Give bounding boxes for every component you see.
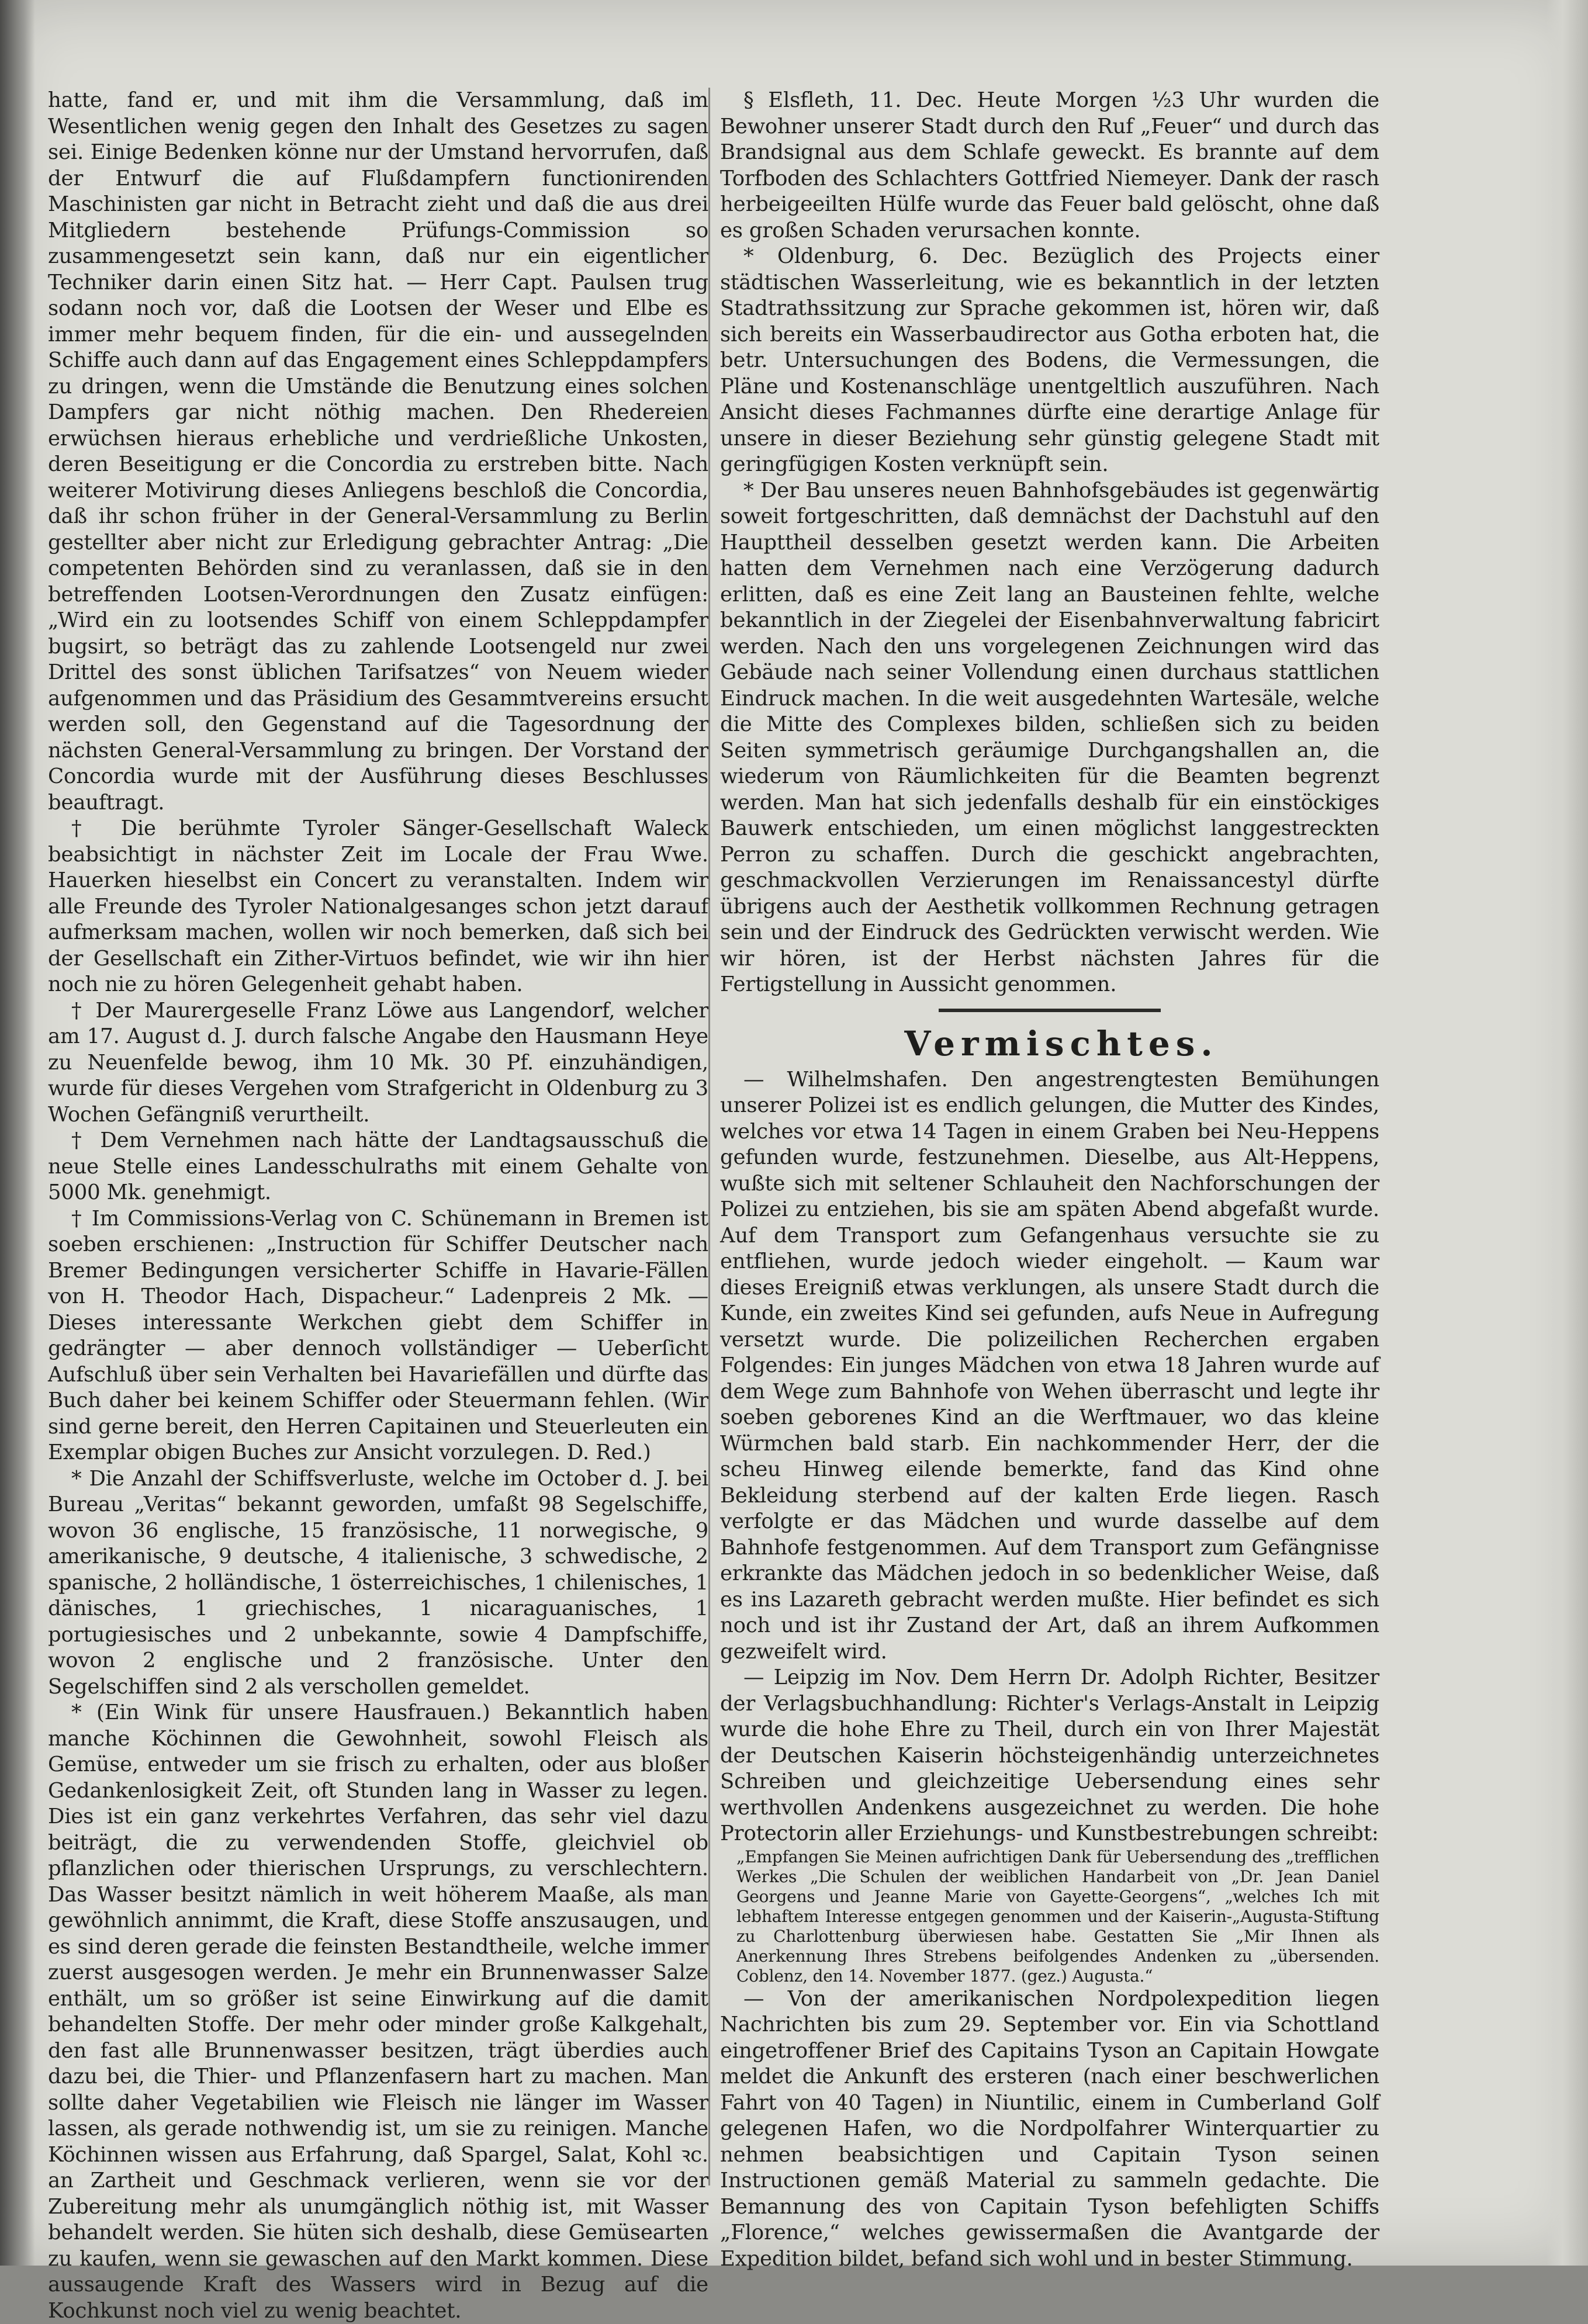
article-paragraph: * Die Anzahl der Schiffsverluste, welche im October d. J. bei Bureau „Veritas“ bekannt geworden, umfaßt 98 Segelschiffe, wovon 36 englische, 15 französische, 11 norwegische, 9 amerikanische, 9 deutsche, 4 italienische, 3 schwedische, 2 spanische, 2 holländische, 1 österreichisches, 1 chilenisches, 1 dänisches, 1 griechisches, 1 nicaraguanisches, 1 portugiesisches und 2 unbekannte, sowie 4 Dampfschiffe, wovon 2 englische und 2 französische. Unter den Segelschiffen sind 2 als verschollen gemeldet.	[48, 1466, 708, 1699]
right-column	[720, 88, 1379, 2272]
article-paragraph: — Wilhelmshafen. Den angestrengtesten Bemühungen unserer Polizei ist es endlich gelungen, die Mutter des Kindes, welches vor etwa 14 Tagen in einem Graben bei Neu-Heppens gefunden wurde, festzunehmen. Dieselbe, aus Alt-Heppens, wußte sich mit seltener Schlauheit den Nachforschungen der Polizei zu entziehen, bis sie am späten Abend abgefaßt wurde. Auf dem Transport zum Gefangenhaus versuchte sie zu entfliehen, wurde jedoch wieder eingeholt. — Kaum war dieses Ereigniß etwas verklungen, als unsere Stadt durch die Kunde, ein zweites Kind sei gefunden, aufs Neue in Aufregung versetzt wurde. Die polizeilichen Recherchen ergaben Folgendes: Ein junges Mädchen von etwa 18 Jahren wurde auf dem Wege zum Bahnhofe von Wehen überrascht und legte ihr soeben geborenes Kind an die Werftmauer, wo das kleine Würmchen bald starb. Ein nachkommender Herr, der die scheu Hinweg eilende bemerkte, fand das Kind ohne Bekleidung sterbend auf der kalten Erde liegen. Rasch verfolgte er das Mädchen und wurde dasselbe auf dem Bahnhofe festgenommen. Auf dem Transport zum Gefängnisse erkrankte das Mädchen jedoch in so bedenklicher Weise, daß es ins Lazareth gebracht werden mußte. Hier befindet es sich noch und ist ihr Zustand der Art, daß an ihrem Aufkommen gezweifelt wird.	[720, 1067, 1379, 1664]
article-paragraph: — Leipzig im Nov. Dem Herrn Dr. Adolph Richter, Besitzer der Verlagsbuchhandlung: Richter's Verlags-Anstalt in Leipzig wurde die hohe Ehre zu Theil, durch ein von Ihrer Majestät der Deutschen Kaiserin höchsteigenhändig unterzeichnetes Schreiben und gleichzeitige Uebersendung eines sehr werthvollen Andenkens ausgezeichnet zu werden. Die hohe Protectorin aller Erziehungs- und Kunstbestrebungen schreibt:	[720, 1665, 1379, 1845]
article-paragraph: * Oldenburg, 6. Dec. Bezüglich des Projects einer städtischen Wasserleitung, wie es bekanntlich in der letzten Stadtrathssitzung zur Sprache gekommen ist, hören wir, daß sich bereits ein Wasserbaudirector aus Gotha erboten hat, die betr. Untersuchungen des Bodens, die Vermessungen, die Pläne und Kostenanschläge unentgeltlich auszuführen. Nach Ansicht dieses Fachmannes dürfte eine derartige Anlage für unsere in dieser Beziehung sehr günstig gelegene Stadt mit geringfügigen Kosten verknüpft sein.	[720, 244, 1379, 476]
column-divider	[708, 88, 710, 2186]
article-paragraph: * Der Bau unseres neuen Bahnhofsgebäudes ist gegenwärtig soweit fortgeschritten, daß demnächst der Dachstuhl auf den Haupttheil desselben gesetzt werden kann. Die Arbeiten hatten dem Vernehmen nach eine Verzögerung dadurch erlitten, daß es eine Zeit lang an Bausteinen fehlte, welche bekanntlich in der Ziegelei der Eisenbahnverwaltung fabricirt werden. Nach den uns vorgelegenen Zeichnungen wird das Gebäude nach seiner Vollendung einen durchaus stattlichen Eindruck machen. In die weit ausgedehnten Wartesäle, welche die Mitte des Complexes bilden, schließen sich zu beiden Seiten symmetrisch geräumige Durchgangshallen an, die wiederum von Räumlichkeiten für die Beamten begrenzt werden. Man hat sich jedenfalls deshalb für ein einstöckiges Bauwerk entschieden, um einen möglichst langgestreckten Perron zu schaffen. Durch die geschickt angebrachten, geschmackvollen Verzierungen im Renaissancestyl dürfte übrigens auch der Aesthetik vollkommen Rechnung getragen sein und der Eindruck des Gedrückten verwischt werden. Wie wir hören, ist der Herbst nächsten Jahres für die Fertigstellung in Aussicht genommen.	[720, 478, 1379, 996]
article-paragraph: hatte, fand er, und mit ihm die Versammlung, daß im Wesentlichen wenig gegen den Inhalt des Gesetzes zu sagen sei. Einige Bedenken könne nur der Umstand hervorrufen, daß der Entwurf die auf Flußdampfern functionirenden Maschinisten gar nicht in Betracht zieht und daß die aus drei Mitgliedern bestehende Prüfungs-Commission so zusammengesetzt sein kann, daß nur ein eigentlicher Techniker darin einen Sitz hat. — Herr Capt. Paulsen trug sodann noch vor, daß die Lootsen der Weser und Elbe es immer mehr bequem finden, für die ein- und aussegelnden Schiffe auch dann auf das Engagement eines Schleppdampfers zu dringen, wenn die Umstände die Benutzung eines solchen Dampfers gar nicht nöthig machen. Den Rhedereien erwüchsen hieraus erhebliche und verdrießliche Unkosten, deren Beseitigung er die Concordia zu erstreben bitte. Nach weiterer Motivirung dieses Anliegens beschloß die Concordia, daß ihr schon früher in der General-Versammlung zu Berlin gestellter aber nicht zur Erledigung gebrachter Antrag: „Die competenten Behörden sind zu veranlassen, daß sie in den betreffenden Lootsen-Verordnungen den Zusatz einfügen: „Wird ein zu lootsendes Schiff von einem Schleppdampfer bugsirt, so beträgt das zu zahlende Lootsengeld nur zwei Drittel des sonst üblichen Tarifsatzes“ von Neuem wieder aufgenommen und das Präsidium des Gesammtvereins ersucht werden soll, den Gegenstand auf die Tagesordnung der nächsten General-Versammlung zu bringen. Der Vorstand der Concordia wurde mit der Ausführung dieses Beschlusses beauftragt.	[48, 88, 708, 815]
binding-shadow	[0, 0, 35, 2266]
article-paragraph: — Von der amerikanischen Nordpolexpedition liegen Nachrichten bis zum 29. September vor. Ein via Schottland eingetroffener Brief des Capitains Tyson an Capitain Howgate meldet die Ankunft des ersteren (nach einer beschwerlichen Fahrt von 40 Tagen) in Niuntilic, einem in Cumberland Golf gelegenen Hafen, wo die Nordpolfahrer Winterquartier zu nehmen beabsichtigen und Capitain Tyson seinen Instructionen gemäß Material zu sammeln gedachte. Die Bemannung des von Capitain Tyson befehligten Schiffs „Florence,“ welches gewissermaßen die Avantgarde der Expedition bildet, befand sich wohl und in bester Stimmung.	[720, 1986, 1379, 2271]
section-title: Vermischtes.	[904, 1023, 1219, 1064]
article-paragraph: † Dem Vernehmen nach hätte der Landtagsausschuß die neue Stelle eines Landesschulraths mit einem Gehalte von 5000 Mk. genehmigt.	[48, 1128, 708, 1204]
article-paragraph: § Elsfleth, 11. Dec. Heute Morgen ½3 Uhr wurden die Bewohner unserer Stadt durch den Ruf „Feuer“ und durch das Brandsignal aus dem Schlafe geweckt. Es brannte auf dem Torfboden des Schlachters Gottfried Niemeyer. Dank der rasch herbeigeeilten Hülfe wurde das Feuer bald gelöscht, ohne daß es großen Schaden verursachen konnte.	[720, 88, 1379, 243]
article-paragraph: * (Ein Wink für unsere Hausfrauen.) Bekanntlich haben manche Köchinnen die Gewohnheit, sowohl Fleisch als Gemüse, entweder um sie frisch zu erhalten, oder aus bloßer Gedankenlosigkeit Zeit, oft Stunden lang in Wasser zu legen. Dies ist ein ganz verkehrtes Verfahren, das sehr viel dazu beiträgt, die zu verwendenden Stoffe, gleichviel ob pflanzlichen oder thierischen Ursprungs, zu verschlechtern. Das Wasser besitzt nämlich in weit höherem Maaße, als man gewöhnlich annimmt, die Kraft, diese Stoffe anszusaugen, und es sind deren gerade die feinsten Bestandtheile, welche immer zuerst ausgesogen werden. Je mehr ein Brunnenwasser Salze enthält, um so größer ist seine Einwirkung auf die damit behandelten Stoffe. Der mehr oder minder große Kalkgehalt, den fast alle Brunnenwasser besitzen, trägt überdies auch dazu bei, die Thier- und Pflanzenfasern hart zu machen. Man sollte daher Vegetabilien wie Fleisch nie länger im Wasser lassen, als gerade nothwendig ist, um sie zu reinigen. Manche Köchinnen wissen aus Erfahrung, daß Spargel, Salat, Kohl ꝛc. an Zartheit und Geschmack verlieren, wenn sie vor der Zubereitung mehr als unumgänglich nöthig ist, mit Wasser behandelt werden. Sie hüten sich deshalb, diese Gemüsearten zu kaufen, wenn sie gewaschen auf den Markt kommen. Diese aussaugende Kraft des Wassers wird in Bezug auf die Kochkunst noch viel zu wenig beachtet.	[48, 1700, 708, 2323]
left-column	[48, 88, 708, 2324]
section-rule	[939, 1009, 1161, 1012]
article-paragraph: † Der Maurergeselle Franz Löwe aus Langendorf, welcher am 17. August d. J. durch falsche Angabe den Hausmann Heye zu Neuenfelde bewog, ihm 10 Mk. 30 Pf. einzuhändigen, wurde für dieses Vergehen vom Strafgericht in Oldenburg zu 3 Wochen Gefängniß verurtheilt.	[48, 998, 708, 1127]
article-paragraph: † Im Commissions-Verlag von C. Schünemann in Bremen ist soeben erschienen: „Instruction für Schiffer Deutscher nach Bremer Bedingungen versicherter Schiffe in Havarie-Fällen von H. Theodor Hach, Dispacheur.“ Ladenpreis 2 Mk. — Dieses interessante Werkchen giebt dem Schiffer in gedrängter — aber dennoch vollständiger — Ueberſicht Aufschluß über sein Verhalten bei Havariefällen und dürfte das Buch daher bei keinem Schiffer oder Steuermann fehlen. (Wir sind gerne bereit, den Herren Capitainen und Steuerleuten ein Exemplar obigen Buches zur Ansicht vorzulegen. D. Red.)	[48, 1206, 708, 1464]
article-paragraph: † Die berühmte Tyroler Sänger-Gesellschaft Waleck beabsichtigt in nächster Zeit im Locale der Frau Wwe. Hauerken hieselbst ein Concert zu veranstalten. Indem wir alle Freunde des Tyroler Nationalgesanges schon jetzt darauf aufmerksam machen, wollen wir noch bemerken, daß sich bei der Gesellschaft ein Zither-Virtuos befindet, wie wir ihn hier noch nie zu hören Gelegenheit gehabt haben.	[48, 816, 708, 996]
page-edge	[1546, 0, 1588, 2266]
letter-quote: „Empfangen Sie Meinen aufrichtigen Dank für Uebersendung des „trefflichen Werkes „Die Schulen der weiblichen Handarbeit von „Dr. Jean Daniel Georgens und Jeanne Marie von Gayette-Georgens“, „welches Ich mit lebhaftem Interesse entgegen genommen und der Kaiserin-„Augusta-Stiftung zu Charlottenburg überwiesen habe. Gestatten Sie „Mir Ihnen als Anerkennung Ihres Strebens beifolgendes Andenken zu „übersenden. Coblenz, den 14. November 1877. (gez.) Augusta.“	[736, 1847, 1379, 1986]
